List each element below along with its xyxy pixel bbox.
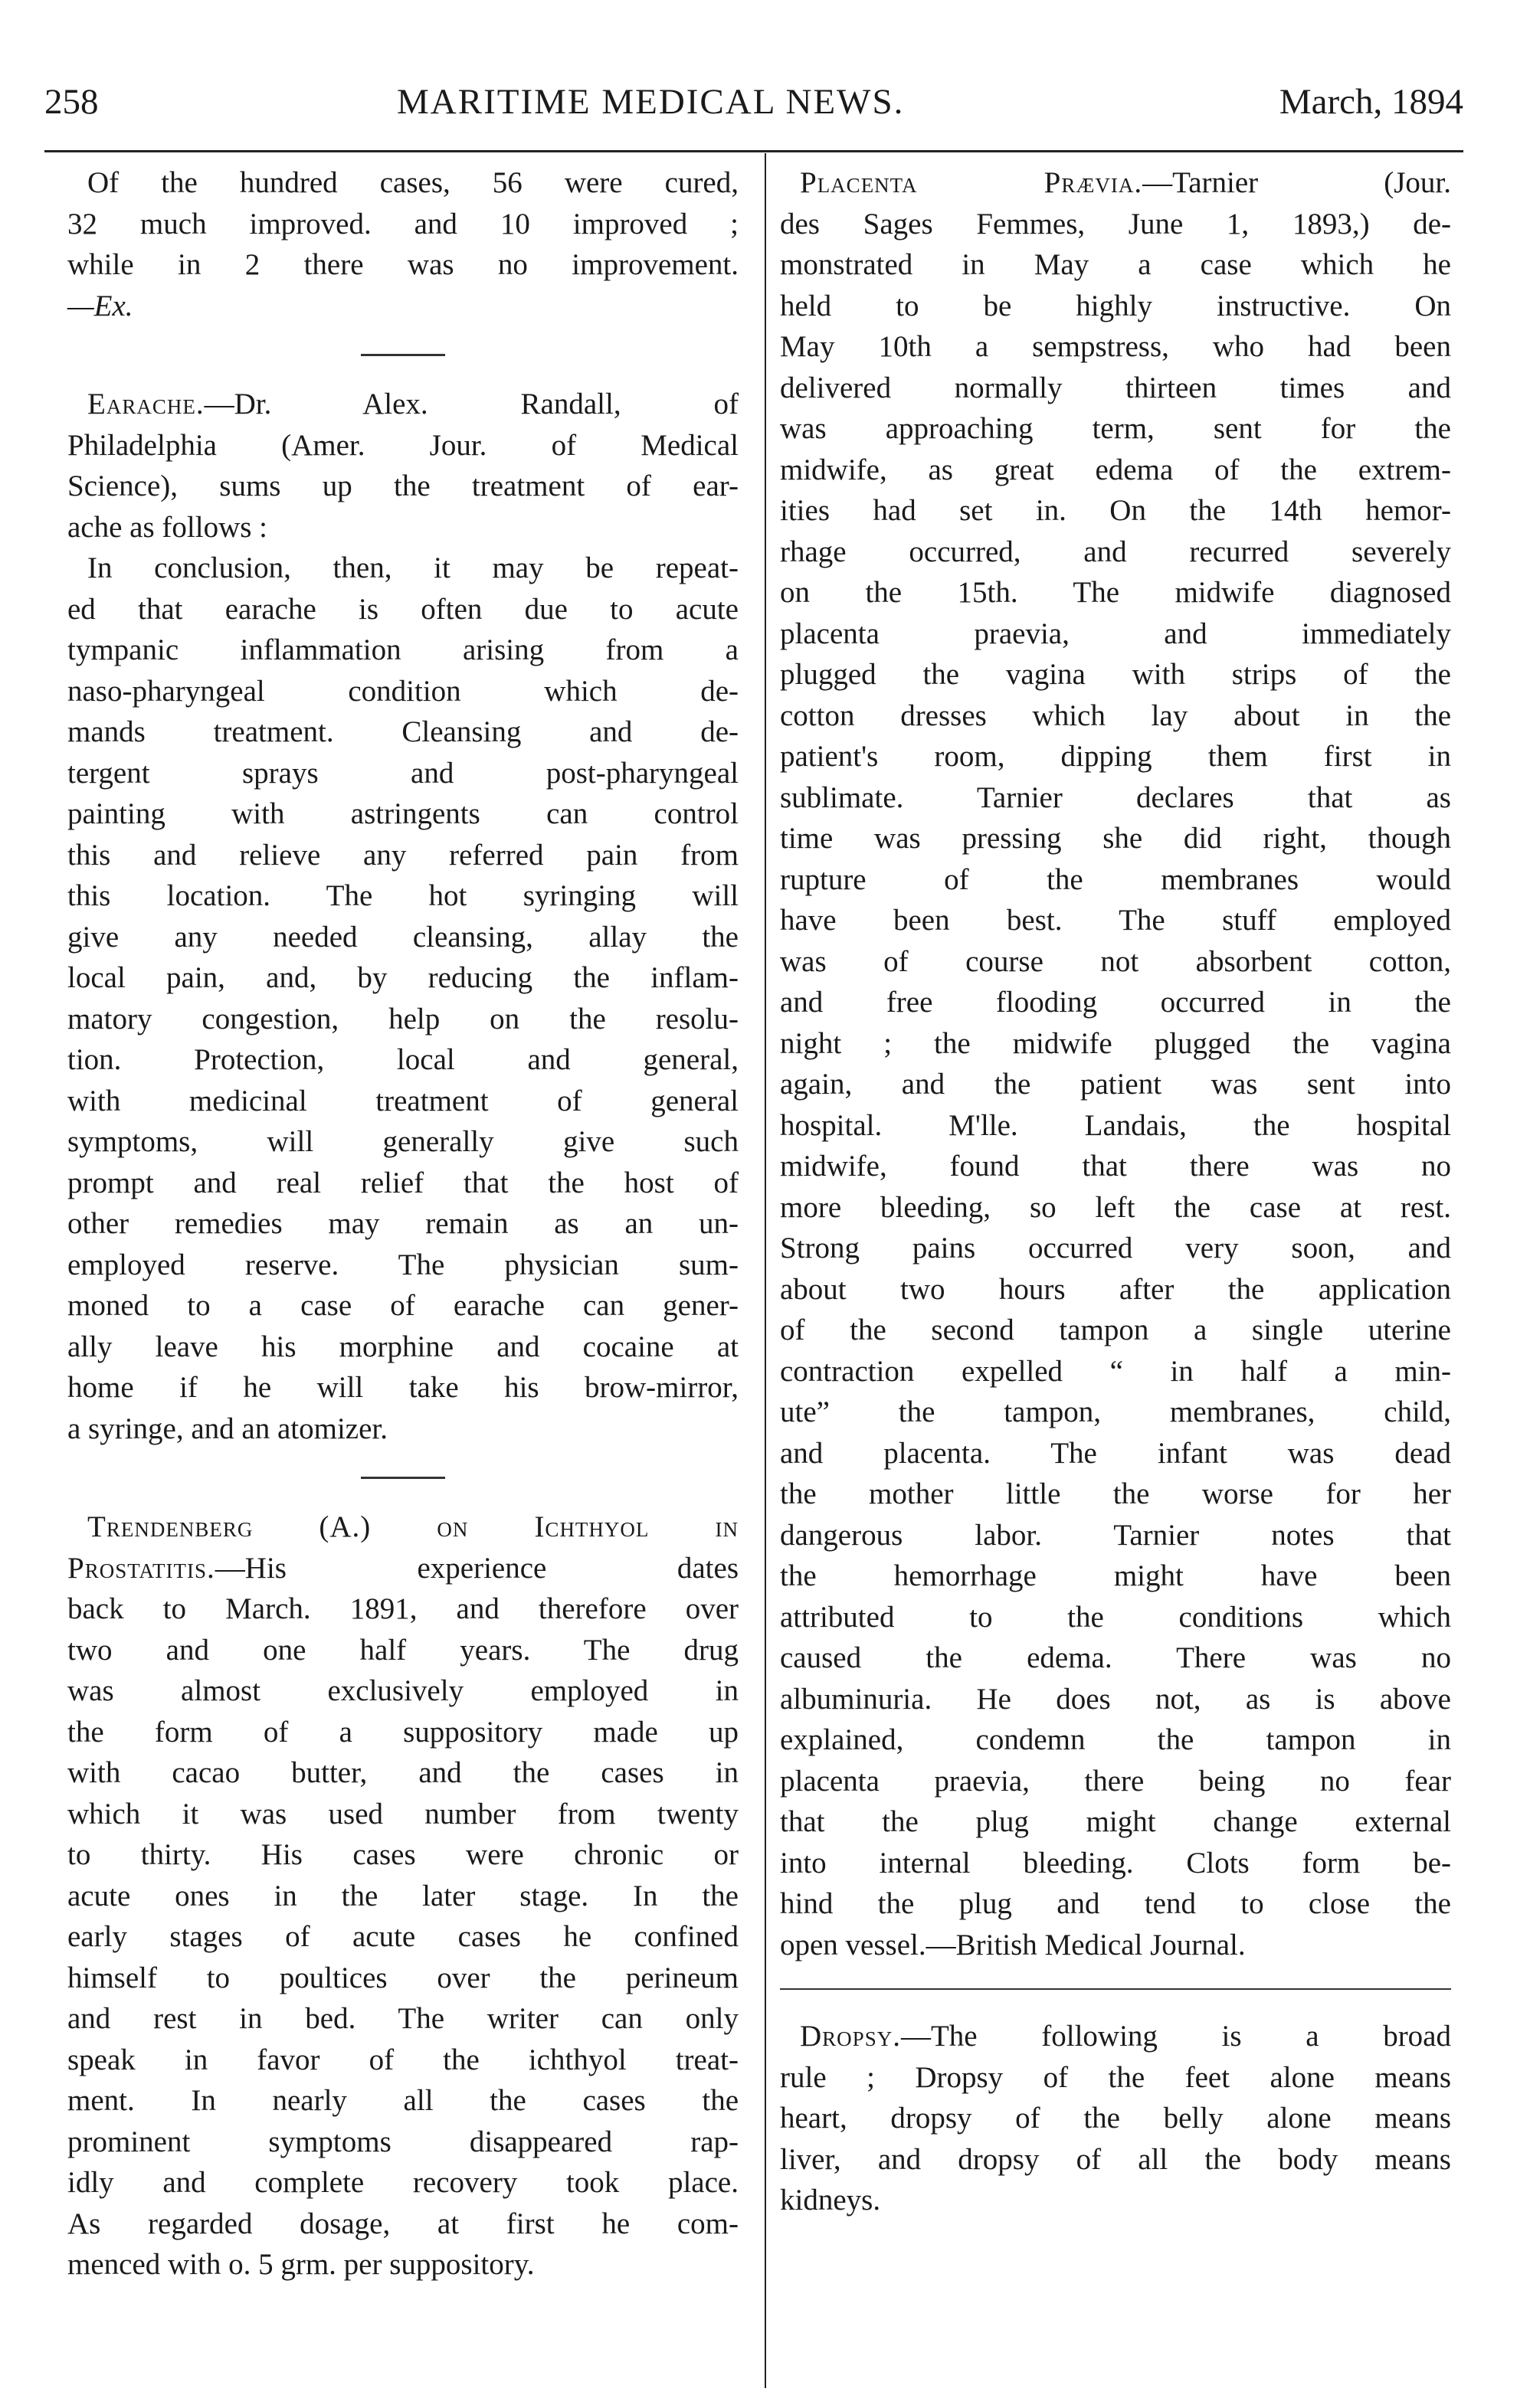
article-heading: Trendenberg (A.) on Ichthyol in [87, 1510, 739, 1543]
text-line: more bleeding, so left the case at rest. [780, 1190, 1451, 1224]
text-line: kidneys. [780, 2184, 881, 2217]
text-line: naso-pharyngeal condition which de- [67, 674, 739, 708]
text-line: the form of a suppository made up [67, 1715, 739, 1749]
source-citation: —Ex. [67, 289, 133, 322]
text-line: the hemorrhage might have been [780, 1559, 1451, 1592]
text-line: —The following is a broad [900, 2020, 1451, 2053]
text-line: this location. The hot syringing will [67, 879, 739, 912]
text-line: sublimate. Tarnier declares that as [780, 780, 1451, 814]
header-rule [44, 150, 1463, 152]
text-line: tympanic inflammation arising from a [67, 633, 739, 666]
journal-title: MARITIME MEDICAL NEWS. [397, 82, 905, 122]
text-line: —Dr. Alex. Randall, of [204, 388, 739, 420]
text-line: 32 much improved. and 10 improved ; [67, 207, 739, 240]
text-line: placenta praevia, there being no fear [780, 1764, 1451, 1798]
text-line: give any needed cleansing, allay the [67, 920, 739, 954]
text-line: rhage occurred, and recurred severely [780, 535, 1451, 568]
text-line: held to be highly instructive. On [780, 289, 1451, 322]
text-line: ache as follows : [67, 510, 268, 544]
dropsy-article [780, 2016, 1451, 2221]
text-line: home if he will take his brow-mirror, [67, 1371, 739, 1404]
text-line: tergent sprays and post-pharyngeal [67, 756, 739, 790]
text-line: night ; the midwife plugged the vagina [780, 1026, 1451, 1060]
text-line: about two hours after the application [780, 1272, 1451, 1306]
text-line: contraction expelled “ in half a min- [780, 1354, 1451, 1388]
text-line: again, and the patient was sent into [780, 1068, 1451, 1101]
text-line: other remedies may remain as an un- [67, 1207, 739, 1240]
text-line: acute ones in the later stage. In the [67, 1879, 739, 1912]
text-line: himself to poultices over the perineum [67, 1961, 739, 1994]
text-line: on the 15th. The midwife diagnosed [780, 576, 1451, 609]
text-line: ment. In nearly all the cases the [67, 2084, 739, 2117]
text-line: hind the plug and tend to close the [780, 1887, 1451, 1920]
text-line: —Tarnier (Jour. [1142, 166, 1451, 199]
text-line: with cacao butter, and the cases in [67, 1756, 739, 1789]
text-line: plugged the vagina with strips of the [780, 658, 1451, 691]
text-line: In conclusion, then, it may be repeat- [87, 551, 739, 584]
text-line: have been best. The stuff employed [780, 904, 1451, 937]
text-line: ed that earache is often due to acute [67, 592, 739, 626]
text-line: explained, condemn the tampon in [780, 1723, 1451, 1756]
article-heading: Placenta Prævia. [800, 166, 1143, 199]
issue-date: March, 1894 [1279, 82, 1463, 122]
text-line: dangerous labor. Tarnier notes that [780, 1518, 1451, 1552]
text-line: painting with astringents can control [67, 797, 739, 830]
text-line: Philadelphia (Amer. Jour. of Medical [67, 428, 739, 462]
text-line: caused the edema. There was no [780, 1641, 1451, 1674]
section-separator [780, 1988, 1451, 1990]
text-line: ute” the tampon, membranes, child, [780, 1395, 1451, 1428]
text-line: delivered normally thirteen times and [780, 371, 1451, 404]
text-line: tion. Protection, local and general, [67, 1043, 739, 1076]
text-line: cotton dresses which lay about in the [780, 699, 1451, 732]
text-line: open vessel.—British Medical Journal. [780, 1928, 1246, 1961]
text-line: mands treatment. Cleansing and de- [67, 715, 739, 748]
text-line: Of the hundred cases, 56 were cured, [87, 166, 739, 199]
text-line: albuminuria. He does not, as is above [780, 1682, 1451, 1716]
text-line: symptoms, will generally give such [67, 1125, 739, 1158]
placenta-article [780, 162, 1451, 1965]
text-line: Strong pains occurred very soon, and [780, 1232, 1451, 1265]
text-line: a syringe, and an atomizer. [67, 1412, 388, 1445]
trendenberg-article [67, 1507, 739, 2285]
text-line: prominent symptoms disappeared rap- [67, 2125, 739, 2158]
text-line: back to March. 1891, and therefore over [67, 1592, 739, 1625]
text-line: heart, dropsy of the belly alone means [780, 2102, 1451, 2135]
page-header [44, 67, 1463, 136]
column-divider [765, 153, 766, 2388]
text-line: early stages of acute cases he confined [67, 1920, 739, 1953]
text-line: liver, and dropsy of all the body means [780, 2142, 1451, 2176]
right-column [780, 162, 1451, 2221]
text-line: the mother little the worse for her [780, 1477, 1451, 1510]
text-line: rule ; Dropsy of the feet alone means [780, 2060, 1451, 2094]
text-line: des Sages Femmes, June 1, 1893,) de- [780, 207, 1451, 240]
earache-article [67, 384, 739, 1449]
text-line: which it was used number from twenty [67, 1797, 739, 1831]
text-line: was almost exclusively employed in [67, 1674, 739, 1707]
text-line: this and relieve any referred pain from [67, 838, 739, 872]
text-line: patient's room, dipping them first in [780, 740, 1451, 773]
text-line: idly and complete recovery took place. [67, 2166, 739, 2199]
text-line: midwife, found that there was no [780, 1150, 1451, 1183]
text-line: while in 2 there was no improvement. [67, 248, 739, 281]
text-line: and free flooding occurred in the [780, 986, 1451, 1019]
article-heading: Dropsy. [800, 2020, 901, 2053]
text-line: menced with o. 5 grm. per suppository. [67, 2248, 535, 2281]
text-line: time was pressing she did right, though [780, 822, 1451, 855]
article-heading-continued: Prostatitis. [67, 1551, 215, 1585]
text-line: was of course not absorbent cotton, [780, 944, 1451, 978]
text-line: and rest in bed. The writer can only [67, 2002, 739, 2035]
text-line: local pain, and, by reducing the inflam- [67, 961, 739, 994]
text-line: into internal bleeding. Clots form be- [780, 1846, 1451, 1880]
text-line: two and one half years. The drug [67, 1633, 739, 1667]
text-line: moned to a case of earache can gener- [67, 1289, 739, 1322]
text-line: with medicinal treatment of general [67, 1084, 739, 1117]
text-line: and placenta. The infant was dead [780, 1436, 1451, 1470]
text-line: As regarded dosage, at first he com- [67, 2207, 739, 2240]
text-line: rupture of the membranes would [780, 862, 1451, 896]
text-line: speak in favor of the ichthyol treat- [67, 2043, 739, 2076]
text-line: of the second tampon a single uterine [780, 1314, 1451, 1346]
section-separator [361, 354, 445, 356]
text-line: attributed to the conditions which [780, 1600, 1451, 1634]
section-separator [361, 1477, 445, 1479]
text-line: to thirty. His cases were chronic or [67, 1838, 739, 1871]
text-line: —His experience dates [215, 1551, 739, 1585]
text-line: prompt and real relief that the host of [67, 1166, 739, 1199]
text-line: Science), sums up the treatment of ear- [67, 469, 739, 502]
text-line: ities had set in. On the 14th hemor- [780, 494, 1451, 527]
text-line: employed reserve. The physician sum- [67, 1248, 739, 1281]
text-line: placenta praevia, and immediately [780, 617, 1451, 650]
intro-paragraph [67, 162, 739, 326]
text-line: that the plug might change external [780, 1805, 1451, 1838]
text-line: May 10th a sempstress, who had been [780, 330, 1451, 363]
text-line: midwife, as great edema of the extrem- [780, 453, 1451, 486]
text-line: monstrated in May a case which he [780, 248, 1451, 281]
text-line: matory congestion, help on the resolu- [67, 1002, 739, 1036]
page-number: 258 [44, 82, 99, 122]
article-heading: Earache. [87, 388, 205, 420]
text-line: hospital. M'lle. Landais, the hospital [780, 1108, 1451, 1142]
text-line: ally leave his morphine and cocaine at [67, 1330, 739, 1363]
text-line: was approaching term, sent for the [780, 412, 1451, 445]
left-column [67, 162, 739, 2285]
